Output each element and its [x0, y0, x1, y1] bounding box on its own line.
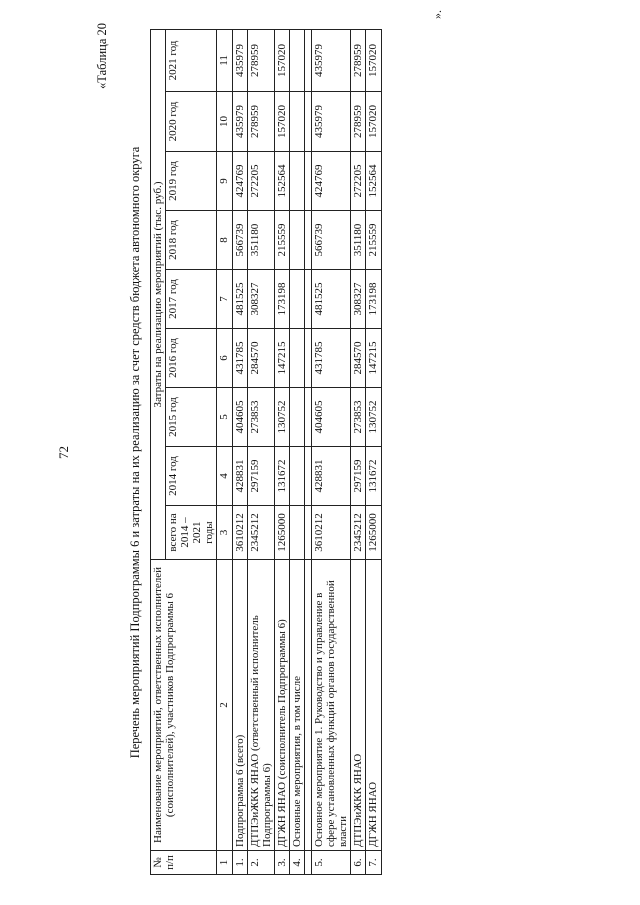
cell-value: 481525	[232, 270, 247, 329]
cell-value: 152564	[366, 152, 381, 211]
column-index: 4	[217, 447, 232, 506]
row-name: Основное мероприятие 1. Руководство и управление в сфере установленных функций органов государственной власти	[312, 560, 351, 851]
column-index: 9	[217, 152, 232, 211]
cell-value: 273853	[351, 388, 366, 447]
page-number: 72	[56, 446, 71, 459]
row-total: 2345212	[247, 506, 274, 560]
cell-value: 404605	[312, 388, 351, 447]
row-total: 1265000	[366, 506, 381, 560]
column-index: 1	[217, 851, 232, 875]
header-year: 2015 год	[166, 388, 217, 447]
table-row	[247, 29, 274, 874]
table-row	[366, 29, 381, 874]
cell-value: 481525	[312, 270, 351, 329]
cell-value: 147215	[274, 329, 289, 388]
row-total: 3610212	[232, 506, 247, 560]
closing-mark: ».	[430, 10, 444, 19]
row-name: ДТПЭиЖКК ЯНАО (ответственный исполнитель Подпрограммы 6)	[247, 560, 274, 851]
column-index-row	[217, 29, 232, 874]
spacer-cell	[305, 560, 312, 851]
spacer-cell	[305, 92, 312, 152]
cell-value	[289, 152, 304, 211]
cell-value: 278959	[247, 92, 274, 152]
cell-value: 297159	[351, 447, 366, 506]
cell-value: 424769	[312, 152, 351, 211]
cell-value: 428831	[312, 447, 351, 506]
column-index: 7	[217, 270, 232, 329]
spacer-row	[305, 29, 312, 874]
column-index: 8	[217, 211, 232, 270]
cell-value: 278959	[247, 29, 274, 91]
cell-value: 130752	[366, 388, 381, 447]
cell-value: 435979	[312, 92, 351, 152]
cell-value: 131672	[366, 447, 381, 506]
row-total: 3610212	[312, 506, 351, 560]
table-caption: Перечень мероприятий Подпрограммы 6 и затраты на их реализацию за счет средств бюджета автономного округа	[128, 146, 142, 759]
cell-value: 284570	[247, 329, 274, 388]
cell-value: 173198	[274, 270, 289, 329]
row-num: 5.	[312, 851, 351, 875]
row-num: 7.	[366, 851, 381, 875]
cell-value: 157020	[366, 92, 381, 152]
table-row	[232, 29, 247, 874]
row-num: 1.	[232, 851, 247, 875]
row-name: Основные мероприятия, в том числе	[289, 560, 304, 851]
row-total	[289, 506, 304, 560]
header-num: № п/п	[151, 851, 217, 875]
cell-value: 404605	[232, 388, 247, 447]
cell-value	[289, 270, 304, 329]
cell-value: 308327	[247, 270, 274, 329]
spacer-cell	[305, 447, 312, 506]
table-row	[289, 29, 304, 874]
header-year: 2017 год	[166, 270, 217, 329]
column-index: 10	[217, 92, 232, 152]
header-costs: Затраты на реализацию мероприятий (тыс. руб.)	[151, 29, 166, 559]
cell-value: 424769	[232, 152, 247, 211]
cell-value: 435979	[232, 29, 247, 91]
column-index: 5	[217, 388, 232, 447]
row-num: 2.	[247, 851, 274, 875]
cell-value: 428831	[232, 447, 247, 506]
cell-value: 351180	[351, 211, 366, 270]
header-name: Наименование мероприятий, ответственных исполнителей (соисполнителей), участников Подпрограммы 6	[151, 560, 217, 851]
column-index: 2	[217, 560, 232, 851]
row-num: 4.	[289, 851, 304, 875]
row-num: 3.	[274, 851, 289, 875]
column-index: 11	[217, 29, 232, 91]
cell-value: 566739	[312, 211, 351, 270]
cell-value: 278959	[351, 29, 366, 91]
cell-value: 308327	[351, 270, 366, 329]
spacer-cell	[305, 851, 312, 875]
spacer-cell	[305, 152, 312, 211]
cell-value: 131672	[274, 447, 289, 506]
spacer-cell	[305, 329, 312, 388]
cell-value: 130752	[274, 388, 289, 447]
cell-value: 351180	[247, 211, 274, 270]
table-row	[312, 29, 351, 874]
row-total: 1265000	[274, 506, 289, 560]
cell-value: 297159	[247, 447, 274, 506]
cell-value: 435979	[232, 92, 247, 152]
cell-value: 284570	[351, 329, 366, 388]
cell-value: 173198	[366, 270, 381, 329]
cell-value: 157020	[366, 29, 381, 91]
row-num: 6.	[351, 851, 366, 875]
cell-value: 566739	[232, 211, 247, 270]
cell-value	[289, 388, 304, 447]
cell-value	[289, 211, 304, 270]
costs-table	[150, 29, 382, 875]
table-row	[351, 29, 366, 874]
cell-value: 157020	[274, 29, 289, 91]
cell-value	[289, 92, 304, 152]
header-year: 2018 год	[166, 211, 217, 270]
cell-value	[289, 29, 304, 91]
table-row	[274, 29, 289, 874]
spacer-cell	[305, 506, 312, 560]
row-name: ДГЖН ЯНАО (соисполнитель Подпрограммы 6)	[274, 560, 289, 851]
header-year: 2021 год	[166, 29, 217, 91]
row-name: ДГЖН ЯНАО	[366, 560, 381, 851]
spacer-cell	[305, 270, 312, 329]
column-index: 6	[217, 329, 232, 388]
cell-value: 157020	[274, 92, 289, 152]
cell-value: 431785	[312, 329, 351, 388]
header-year: 2014 год	[166, 447, 217, 506]
header-year: 2019 год	[166, 152, 217, 211]
cell-value: 278959	[351, 92, 366, 152]
cell-value: 147215	[366, 329, 381, 388]
cell-value	[289, 329, 304, 388]
header-total: всего на 2014 – 2021 годы	[166, 506, 217, 560]
cell-value: 272205	[247, 152, 274, 211]
cell-value: 431785	[232, 329, 247, 388]
row-total: 2345212	[351, 506, 366, 560]
cell-value: 215559	[366, 211, 381, 270]
spacer-cell	[305, 29, 312, 91]
column-index: 3	[217, 506, 232, 560]
row-name: ДТПЭиЖКК ЯНАО	[351, 560, 366, 851]
spacer-cell	[305, 388, 312, 447]
cell-value: 152564	[274, 152, 289, 211]
cell-value: 215559	[274, 211, 289, 270]
cell-value: 272205	[351, 152, 366, 211]
row-name: Подпрограмма 6 (всего)	[232, 560, 247, 851]
spacer-cell	[305, 211, 312, 270]
cell-value: 435979	[312, 29, 351, 91]
header-year: 2016 год	[166, 329, 217, 388]
table-reference: «Таблица 20	[95, 23, 109, 89]
cell-value: 273853	[247, 388, 274, 447]
header-year: 2020 год	[166, 92, 217, 152]
cell-value	[289, 447, 304, 506]
